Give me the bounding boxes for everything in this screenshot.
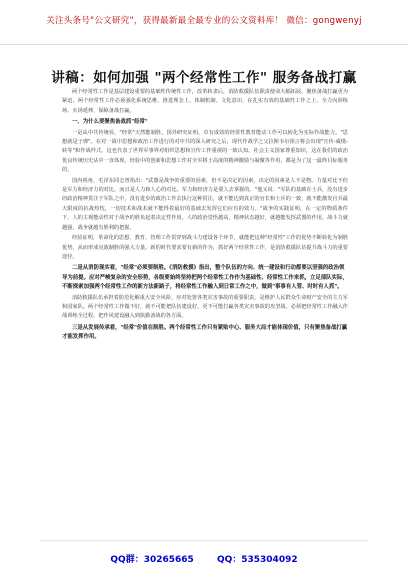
promo-banner-text: 关注头条号"公文研究"，获得最新最全最专业的公文资料库！ 微信：gongwenyj	[46, 16, 362, 26]
section-heading: 二是从消防现实看，"经常"必须要制胜。《消防救援》指出，整个队伍的方向、统一建设和行动都要以坚强的政治领导为前提。应对严峻复杂的安全形势，各级要始终坚持把两个经常性工作作为基础性、经常性工作来抓，立足部队实际，不断探索加强两个经常性工作的新方法新路子，将经常性工作融入到日常工作之中，做到"事事有人管、时时有人抓"。	[62, 265, 348, 291]
bottom-divider	[40, 540, 368, 541]
qq-group-text: QQ群：30265665	[110, 555, 194, 565]
bottom-banner	[0, 540, 408, 580]
contact-footer	[0, 552, 408, 565]
body-paragraph: 一是从中共传统看，"经常"天然能制胜。国外研究证明，卓有成效的经常性教育能动工作可以转化为实际作战能力。"思想就是子弹"。在对一战中思想和政治工作进行的对中共的深入研究之后，现代作战学之父拉斯韦尔预言将会出现"宣传-威慑-转等"和作战样式。这也代表了世界军事界对组织思想和宣传工作重视的一致认知。社会主义国家尊重知识，这在我们的政治优良传统历史从中一直体现，经验中的创新和思想工作对全军将士高度的精神激励与凝聚等作用，都是为了这一最终目标服务的。	[62, 129, 348, 174]
section-heading: 三是从发展传承看，"经常"价值在制胜。两个经常性工作只有紧贴中心、服务大局才能体现价值，只有聚焦备战打赢才能发挥作用。	[62, 324, 348, 341]
body-paragraph: 消防救援队伍承担着防范化解重大安全风险、应对处置各类灾害事故的重要职责，是维护人民群众生命财产安全的主力军和国家队。两个经常性工作做不好，就不可能把队伍建设好，更不可能打赢各类灾害事故的攻坚战。必须把经常性工作融入作战训练全过程，把作风建设融入到执勤备战的各方面。	[62, 294, 348, 320]
section-heading: 一、为什么要聚焦备战抓"经常"	[72, 119, 148, 126]
body-paragraph: 国内视角，毛泽东同志曾指出："武器是战争的重要的因素，但不是决定的因素，决定的因素是人不是物。力量对比不但是军力和经济力的对比，而且是人力和人心的对比。军力和经济力是要人去掌握的。"他又说："军队的基础在士兵，没有进步的政治精神贯注于军队之中，没有进步的政治工作去执行这种贯注，就不能达到真正的官长和士兵的一致，就不能激发官兵最大限度的抗战热忱，一切技术和战术就不能得着最好的基础去发挥它们应有的效力。"战争的实践证明，在一定的物质条件下，人的主观能动性对于战争的胜负起着决定性作用。人的政治觉悟越高，精神状态越好，就越能发挥武器的作用，战斗力就越强，战争就越有胜利的把握。	[62, 177, 348, 231]
document-body	[62, 88, 348, 534]
body-paragraph: 经验证明，革命化的思想、教育、管理工作贯穿到战斗力建设各个环节，就能把这种"经常性"工作的优势不断转化为制胜优势，从而形成克敌制胜的强大力量。新的时代要求要有新的作为，抓好两个经常性工作，是消防救援队伍提升战斗力的重要途径。	[62, 235, 348, 260]
document-title: 讲稿：如何加强 "两个经常性工作" 服务备战打赢	[51, 70, 357, 86]
qq-text: QQ：535304092	[216, 555, 298, 565]
top-banner	[0, 0, 408, 45]
body-paragraph: 两个经常性工作是基层建设重要的基础性传统性工作，改革转隶后，消防救援队伍职责使命大幅拓展、聚焦备战打赢更为紧迫。两个经常性工作必须强化系统思维、推进理念上、体制机制、文化意识，在扎实有效的基础性工作之上，全力向训练场、火场延伸，保障备战打赢。	[62, 89, 348, 114]
